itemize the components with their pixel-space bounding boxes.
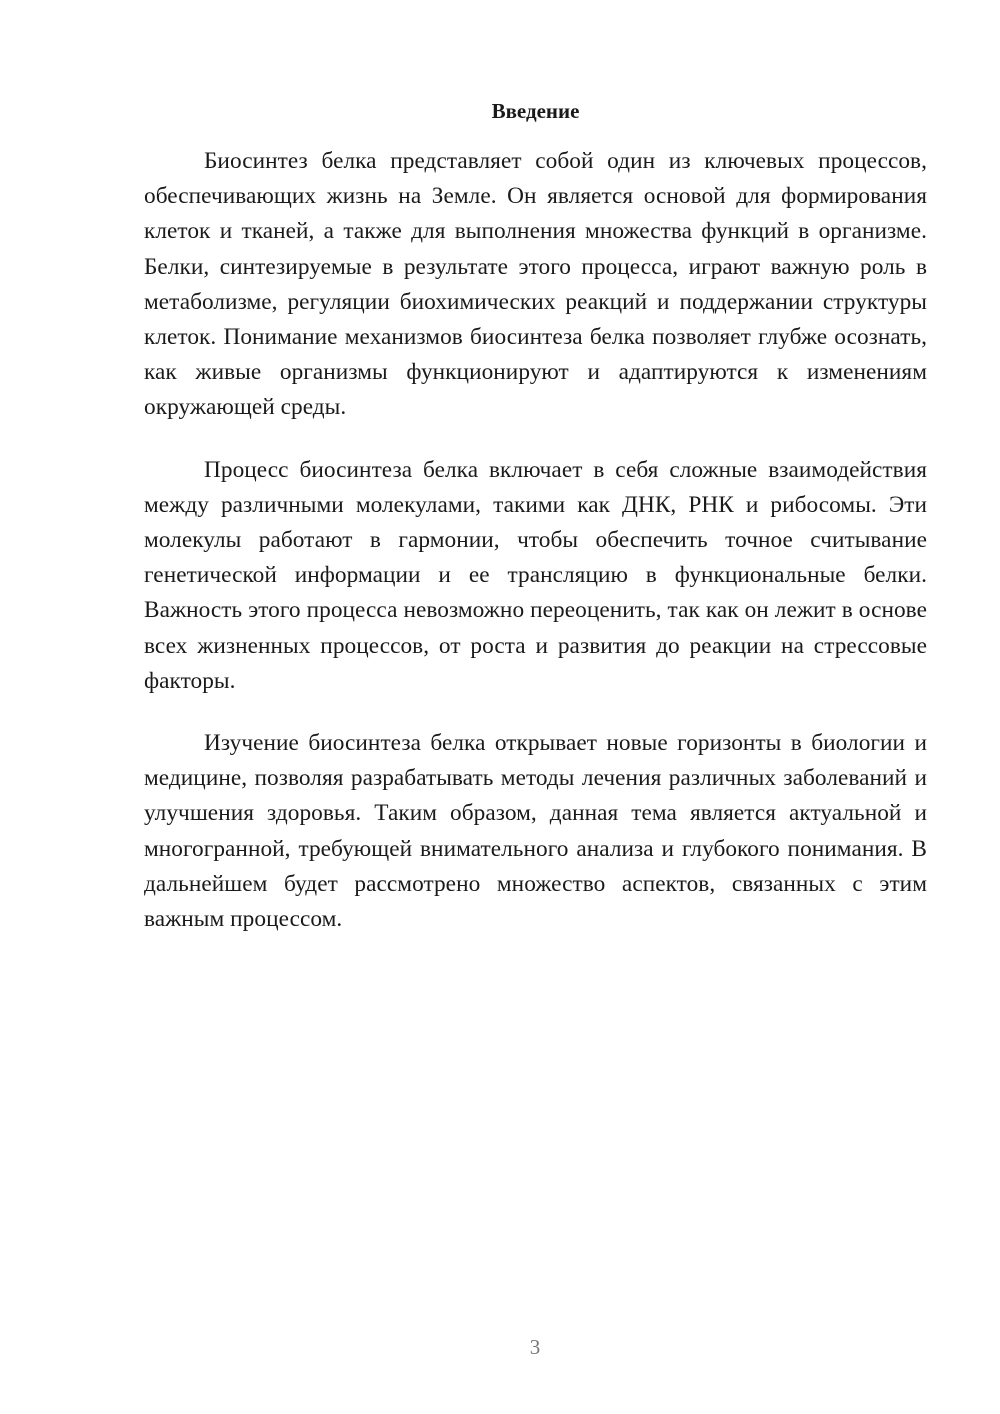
page-content	[144, 96, 927, 964]
section-heading: Введение	[491, 99, 580, 123]
paragraph-process: Процесс биосинтеза белка включает в себя сложные взаимодействия между различными молекулами, такими как ДНК, РНК и рибосомы. Эти молекулы работают в гармонии, чтобы обеспечить точное считывание генетической информации и ее трансляцию в функциональные белки. Важность этого процесса невозможно переоценить, так как он лежит в основе всех жизненных процессов, от роста и развития до реакции на стрессовые факторы.	[144, 456, 927, 694]
page-number: 3	[529, 1335, 541, 1359]
paragraph-intro: Биосинтез белка представляет собой один из ключевых процессов, обеспечивающих жизнь на Земле. Он является основой для формирования клеток и тканей, а также для выполнения множества функций в организме. Белки, синтезируемые в результате этого процесса, играют важную роль в метаболизме, регуляции биохимических реакций и поддержании структуры клеток. Понимание механизмов биосинтеза белка позволяет глубже осознать, как живые организмы функционируют и адаптируются к изменениям окружающей среды.	[144, 148, 927, 421]
paragraph-study: Изучение биосинтеза белка открывает новые горизонты в биологии и медицине, позволяя разрабатывать методы лечения различных заболеваний и улучшения здоровья. Таким образом, данная тема является актуальной и многогранной, требующей внимательного анализа и глубокого понимания. В дальнейшем будет рассмотрено множество аспектов, связанных с этим важным процессом.	[144, 730, 927, 933]
